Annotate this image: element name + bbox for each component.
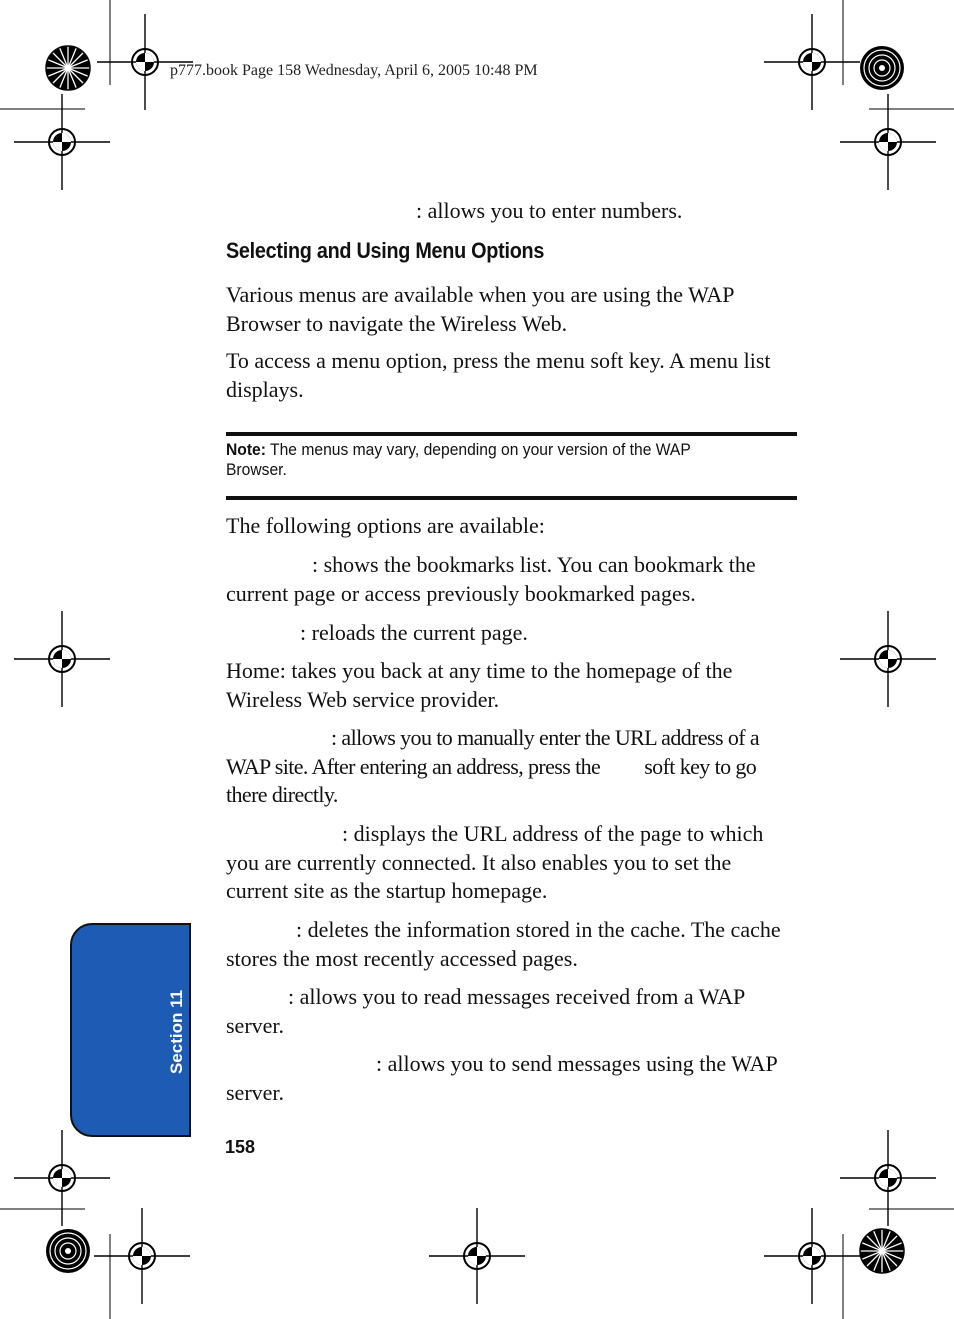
option-send: : allows you to send messages using the WAP server. bbox=[226, 1051, 777, 1105]
star-target-bottom-left bbox=[46, 1229, 90, 1273]
star-target-top-left bbox=[46, 46, 90, 90]
option-bookmarks: : shows the bookmarks list. You can bookmark the current page or access previously bookmarked pages. bbox=[226, 552, 756, 606]
note-label: Note: bbox=[226, 440, 266, 459]
section-tab-label: Section 11 bbox=[167, 989, 186, 1075]
section-heading: Selecting and Using Menu Options bbox=[226, 238, 545, 263]
option-reload: : reloads the current page. bbox=[300, 620, 528, 645]
option-goto-text: : allows you to manually enter the URL address of a WAP site. After entering an address, press the bbox=[226, 725, 760, 779]
option-goto bbox=[226, 724, 798, 810]
paragraph-menus: Various menus are available when you are using the WAP Browser to navigate the Wireless Web. bbox=[226, 282, 734, 336]
note-top-rule bbox=[226, 432, 797, 436]
intro-line: : allows you to enter numbers. bbox=[416, 198, 683, 223]
star-target-bottom-right bbox=[860, 1229, 904, 1273]
note-text: The menus may vary, depending on your version of the WAP Browser. bbox=[226, 440, 691, 479]
note-box bbox=[226, 440, 741, 480]
page-number: 158 bbox=[225, 1137, 256, 1157]
star-target-top-right bbox=[860, 46, 904, 90]
options-intro: The following options are available: bbox=[226, 513, 545, 538]
option-show-url: : displays the URL address of the page to which you are currently connected. It also enables you to set the current site as the startup homepage. bbox=[226, 821, 764, 903]
option-goto-text-end: soft key to go there directly. bbox=[226, 753, 757, 807]
note-bottom-rule bbox=[226, 496, 797, 500]
paragraph-access: To access a menu option, press the menu soft key. A menu list displays. bbox=[226, 348, 771, 402]
book-header: p777.book Page 158 Wednesday, April 6, 2005 10:48 PM bbox=[170, 62, 538, 79]
option-clear-cache: : deletes the information stored in the cache. The cache stores the most recently accessed pages. bbox=[226, 917, 781, 971]
option-inbox: : allows you to read messages received from a WAP server. bbox=[226, 984, 745, 1038]
option-home: Home: takes you back at any time to the homepage of the Wireless Web service provider. bbox=[226, 658, 733, 712]
